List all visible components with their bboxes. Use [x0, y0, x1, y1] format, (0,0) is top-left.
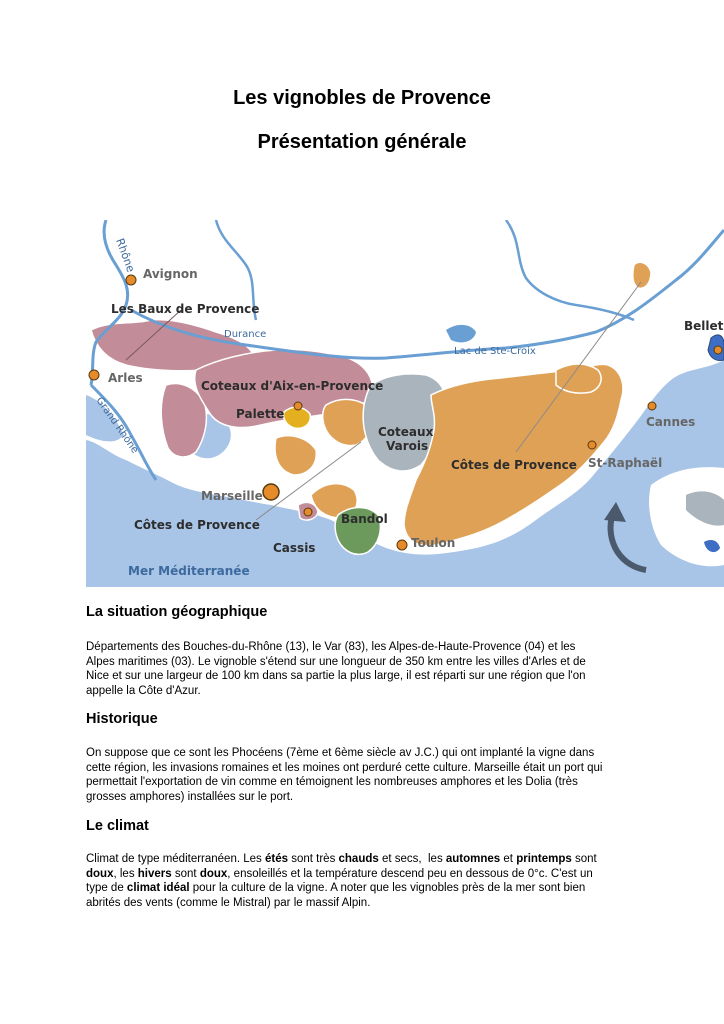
- text-bold: automnes: [445, 853, 501, 865]
- label-coteaux-aix: Coteaux d'Aix-en-Provence: [201, 379, 384, 393]
- cassis-dot: [304, 508, 312, 516]
- text-line: permettait l'exportation de vin comme en témoignent les nombreuses amphores et les Dolia (très: [86, 776, 578, 789]
- section-text-historique: [86, 746, 646, 804]
- text-bold: printemps: [516, 853, 572, 865]
- text-fragment: sont très: [288, 853, 339, 865]
- text-fragment: pour la culture de la vigne. A noter que les vignobles près de la mer sont bien: [189, 882, 586, 895]
- text-line: Nice et sur une largeur de 100 km dans sa partie la plus large, il est réparti sur une région que l'on: [86, 670, 586, 683]
- text-line: grosses amphores) installées sur le port.: [86, 790, 294, 803]
- text-fragment: , ensoleillés et la température descend peu en dessous de 0°c. C'est un: [227, 867, 593, 880]
- label-lake: Lac de Ste-Croix: [454, 346, 536, 357]
- region-cdp-north: [633, 262, 651, 288]
- st-raphael-dot: [588, 441, 596, 449]
- label-avignon: Avignon: [143, 267, 198, 281]
- marseille-dot: [263, 484, 279, 500]
- label-coteaux-varois-2: Varois: [386, 439, 429, 453]
- text-fragment: abrités des vents (comme le Mistral) par le massif Alpin.: [86, 896, 371, 909]
- avignon-dot: [126, 275, 136, 285]
- label-cannes: Cannes: [646, 415, 696, 429]
- text-fragment: type de: [86, 882, 127, 895]
- section-text-geographie: [86, 640, 646, 698]
- text-bold: étés: [264, 853, 289, 865]
- provence-vineyard-map: [86, 220, 724, 587]
- text-bold: doux: [86, 867, 114, 880]
- text-fragment: sont: [171, 867, 200, 880]
- label-st-raphael: St-Raphaël: [588, 456, 663, 470]
- toulon-dot: [397, 540, 407, 550]
- text-line: appelle la Côte d'Azur.: [86, 684, 201, 697]
- label-durance: Durance: [224, 329, 267, 340]
- section-heading-geographie: La situation géographique: [86, 604, 268, 620]
- arles-dot: [89, 370, 99, 380]
- label-bandol: Bandol: [341, 512, 388, 526]
- text-bold: chauds: [338, 853, 379, 865]
- label-cotes-de-provence-east: Côtes de Provence: [451, 458, 577, 472]
- label-cotes-de-provence-west: Côtes de Provence: [134, 518, 260, 532]
- label-mer: Mer Méditerranée: [128, 564, 250, 578]
- text-line: Alpes maritimes (03). Le vignoble s'étend sur une longueur de 350 km entre les villes d'Arles et de: [86, 655, 586, 668]
- label-palette: Palette: [236, 407, 285, 421]
- text-fragment: sont: [571, 853, 597, 865]
- palette-dot: [294, 402, 302, 410]
- document-title: Les vignobles de Provence: [233, 87, 491, 109]
- section-heading-climat: Le climat: [86, 818, 149, 834]
- label-marseille: Marseille: [201, 489, 263, 503]
- label-coteaux-varois-1: Coteaux: [378, 425, 434, 439]
- text-fragment: et: [500, 853, 517, 865]
- text-fragment: , les: [113, 867, 138, 880]
- text-line: On suppose que ce sont les Phocéens (7ème et 6ème siècle av J.C.) qui ont implanté la vigne dans: [86, 747, 595, 759]
- label-bellet: Bellet: [684, 319, 724, 333]
- label-rhone: Rhône: [113, 236, 138, 275]
- label-grand-rhone: Grand Rhône: [93, 395, 141, 456]
- text-line: cette région, les invasions romaines et les moines ont perduré cette culture. Marseille était un port qui: [86, 761, 603, 774]
- label-cassis: Cassis: [273, 541, 316, 555]
- text-bold: doux: [199, 867, 228, 880]
- cannes-dot: [648, 402, 656, 410]
- section-text-climat: [86, 852, 646, 910]
- label-toulon: Toulon: [411, 536, 456, 550]
- document-subtitle: Présentation générale: [257, 131, 467, 153]
- text-bold: climat idéal: [126, 882, 190, 895]
- text-line: Départements des Bouches-du-Rhône (13), le Var (83), les Alpes-de-Haute-Provence (04) et les: [86, 641, 576, 653]
- label-arles: Arles: [108, 371, 143, 385]
- label-les-baux: Les Baux de Provence: [111, 302, 260, 316]
- section-heading-historique: Historique: [86, 711, 158, 727]
- text-bold: hivers: [137, 867, 172, 880]
- bellet-dot: [714, 346, 722, 354]
- text-fragment: et secs, les: [378, 853, 446, 865]
- text-fragment: Climat de type méditerranéen. Les: [86, 853, 265, 865]
